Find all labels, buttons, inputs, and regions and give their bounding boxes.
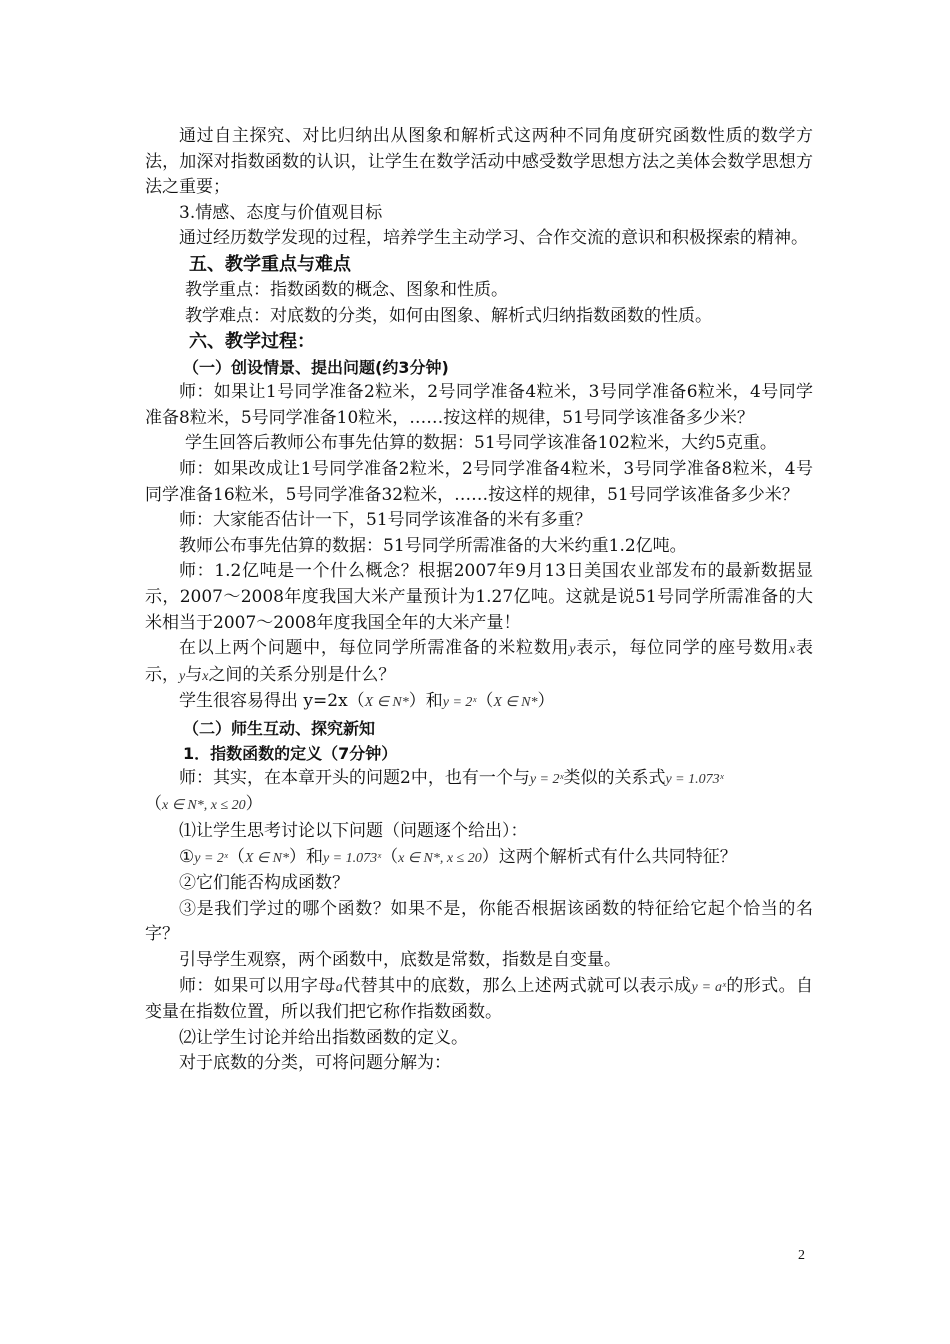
paragraph-teacher-q3: 师：大家能否估计一下，51号同学该准备的米有多重？ — [179, 510, 592, 531]
subheading-scenario: （一）创设情景、提出问题(约3分钟) — [183, 358, 449, 378]
math-eq-2x: y = 2ˣ — [194, 850, 228, 866]
math-eq-2x: y = 2ˣ — [529, 771, 564, 787]
paragraph-relation-question: 在以上两个问题中，每位同学所需准备的米粒数用y表示，每位同学的座号数用x表示，y与x之间的关系分别是什么？ — [145, 638, 814, 685]
section-heading-process: 六、教学过程： — [189, 331, 315, 353]
math-eq-2x: y = 2ˣ — [442, 695, 477, 711]
paragraph-guide-observe: 引导学生观察，两个函数中，底数是常数，指数是自变量。 — [179, 950, 621, 971]
paragraph-emotion-goal-title: 3.情感、态度与价值观目标 — [179, 202, 383, 223]
paragraph-base-classification: 对于底数的分类，可将问题分解为： — [179, 1053, 451, 1074]
paragraph-difficulty: 教学难点：对底数的分类，如何由图象、解析式归纳指数函数的性质。 — [185, 305, 712, 326]
paragraph-teacher-q1: 师：如果让1号同学准备2粒米，2号同学准备4粒米，3号同学准备6粒米，4号同学准备8粒米，5号同学准备10粒米，……按这样的规律，51号同学该准备多少米？ — [145, 382, 813, 428]
paragraph-discussion-intro: ⑴让学生思考讨论以下问题（问题逐个给出）： — [179, 821, 528, 842]
math-eq-1073: y = 1.073ˣ — [665, 771, 724, 787]
paragraph-discuss-definition: ⑵让学生讨论并给出指数函数的定义。 — [179, 1027, 468, 1048]
math-set: X ∈ N* — [493, 695, 538, 711]
math-var-y: y — [179, 668, 186, 684]
paragraph-student-answer: 学生回答后教师公布事先估算的数据：51号同学该准备102粒米，大约5克重。 — [185, 433, 777, 454]
math-var-x: x — [789, 642, 796, 658]
paragraph-key-point: 教学重点：指数函数的概念、图象和性质。 — [185, 279, 508, 300]
math-eq-ax: y = aˣ — [691, 979, 726, 995]
math-var-y: y — [569, 642, 576, 658]
math-set: X ∈ N* — [364, 695, 409, 711]
paragraph-student-result: 学生很容易得出 y=2x（X ∈ N*）和y = 2ˣ（X ∈ N*） — [179, 691, 555, 712]
math-var-x: x — [202, 668, 209, 684]
subheading-definition: 1．指数函数的定义（7分钟） — [183, 743, 398, 763]
paragraph-question-2: ②它们能否构成函数？ — [179, 873, 349, 894]
math-eq-1073: y = 1.073ˣ — [322, 850, 382, 866]
page-body — [145, 124, 813, 1077]
math-set: X ∈ N* — [244, 850, 289, 866]
paragraph-teacher-relation: 师：其实，在本章开头的问题2中，也有一个与y = 2ˣ类似的关系式y = 1.073ˣ （x ∈ N*, x ≤ 20） — [145, 767, 724, 815]
paragraph-teacher-define: 师：如果可以用字母a代替其中的底数，那么上述两式就可以表示成y = aˣ的形式。自变量在指数位置，所以我们把它称作指数函数。 — [145, 975, 814, 1023]
paragraph-question-1: ①y = 2ˣ（X ∈ N*）和y = 1.073ˣ（x ∈ N*, x ≤ 20）这两个解析式有什么共同特征？ — [179, 846, 737, 867]
subheading-interaction: （二）师生互动、探究新知 — [183, 718, 376, 738]
math-condition: x ∈ N*, x ≤ 20 — [162, 798, 246, 814]
paragraph-teacher-q2: 师：如果改成让1号同学准备2粒米，2号同学准备4粒米，3号同学准备8粒米，4号同学准备16粒米，5号同学准备32粒米，……按这样的规律，51号同学该准备多少米？ — [145, 458, 813, 505]
math-condition: x ∈ N*, x ≤ 20 — [398, 850, 482, 866]
section-heading-key-points: 五、教学重点与难点 — [189, 253, 351, 275]
paragraph-teacher-estimate: 教师公布事先估算的数据：51号同学所需准备的大米约重1.2亿吨。 — [179, 535, 687, 556]
paragraph-question-3: ③是我们学过的哪个函数？如果不是，你能否根据该函数的特征给它起个恰当的名字？ — [145, 898, 813, 945]
math-var-a: a — [335, 979, 343, 995]
paragraph-method-goal: 通过自主探究、对比归纳出从图象和解析式这两种不同角度研究函数性质的数学方法，加深对指数函数的认识，让学生在数学活动中感受数学思想方法之美体会数学思想方法之重要； — [145, 126, 813, 198]
paragraph-emotion-goal: 通过经历数学发现的过程，培养学生主动学习、合作交流的意识和积极探索的精神。 — [179, 228, 808, 249]
page-number: 2 — [798, 1248, 805, 1263]
paragraph-teacher-explain: 师：1.2亿吨是一个什么概念？根据2007年9月13日美国农业部发布的最新数据显示，2007～2008年度我国大米产量预计为1.27亿吨。这就是说51号同学所需准备的大米相当于2007～2008年度我国全年的大米产量！ — [145, 561, 813, 633]
